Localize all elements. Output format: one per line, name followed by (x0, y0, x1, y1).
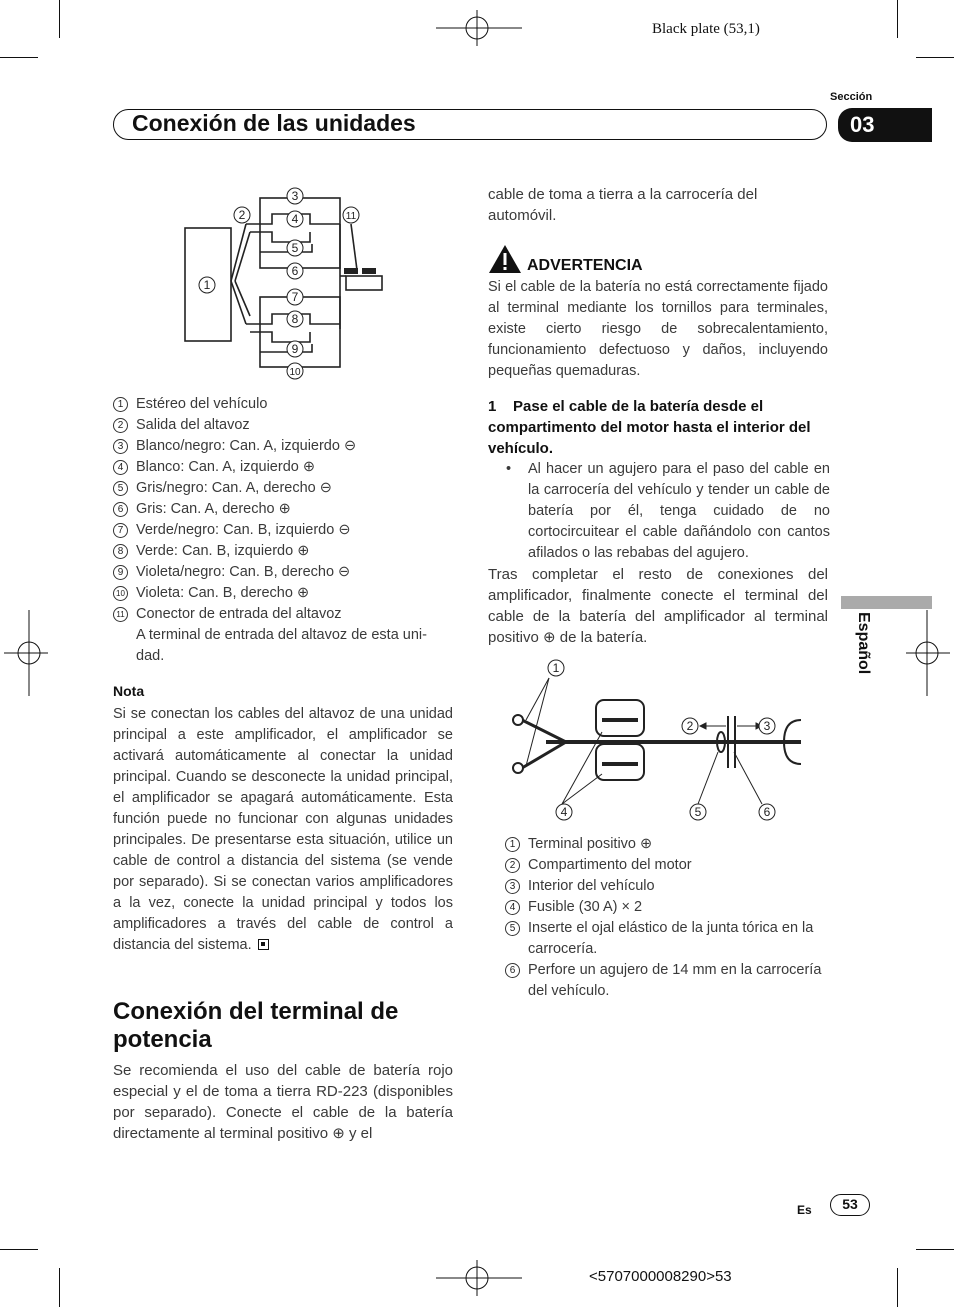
diagram1-label-6: 6 (291, 264, 299, 278)
after-text: Tras completar el resto de conexiones del amplificador, finalmente conecte el terminal del cable de la batería del amplificador al terminal positivo ⊕ de la batería. (488, 566, 828, 646)
diagram1-label-7: 7 (291, 290, 299, 304)
step-1 (488, 396, 830, 459)
language-tab (841, 596, 932, 609)
section-heading: Conexión del terminal de potencia (113, 998, 399, 1053)
diagram2-label-2: 2 (686, 719, 694, 733)
note-text: Si se conectan los cables del altavoz de una unidad principal a este amplificador, el amplificador se activará automáticamente al conectar la unidad principal. Cuando se desconecte la unidad principal, el amplificador se apagará automáticamente. Esta función puede no funcionar con algunas unidades principales. De presentarse esta situación, utilice un cable de control a distancia del sistema (se vende por separado). Si se conectan varios amplificadores a la vez, conecte la unidad principal y todos los amplificadores a través del cable de control a distancia del sistema. (113, 706, 453, 953)
speaker-legend (113, 394, 453, 667)
list-item: 5 Gris/negro: Can. A, derecho ⊖ (113, 478, 453, 499)
bullet-icon: • (506, 461, 512, 477)
diagram2-label-6: 6 (763, 805, 771, 819)
step-text: Pase el cable de la batería desde el compartimento del motor hasta el interior del vehículo. (488, 398, 811, 457)
list-item: 2 Compartimento del motor (505, 855, 830, 876)
warning-title: ADVERTENCIA (527, 257, 643, 274)
list-item: 2 Salida del altavoz (113, 415, 453, 436)
diagram2-label-4: 4 (560, 805, 568, 819)
continuation-text: cable de toma a tierra a la carrocería del automóvil. (488, 186, 758, 224)
section-label: Sección (830, 91, 873, 103)
diagram1-label-4: 4 (291, 212, 299, 226)
diagram1-label-2: 2 (238, 208, 246, 222)
legend-11-subtext: A terminal de entrada del altavoz de esta uni-dad. (136, 627, 427, 664)
warning-text: Si el cable de la batería no está correctamente fijado al terminal mediante los tornillos para terminales, existe cierto riesgo de sobrecalentamiento, funcionamiento defectuoso y daños, incluyendo pequeñas quemaduras. (488, 279, 828, 379)
crosshair-right-icon (906, 610, 950, 696)
list-item: 11 Conector de entrada del altavoz A terminal de entrada del altavoz de esta uni-dad. (113, 604, 453, 667)
list-item: 8 Verde: Can. B, izquierdo ⊕ (113, 541, 453, 562)
list-item: 6 Gris: Can. A, derecho ⊕ (113, 499, 453, 520)
bullet-item: • Al hacer un agujero para el paso del cable en la carrocería del vehículo y tender un cable de batería por él, tenga cuidado de no cortocircuitear el cable dañándolo con cantos afilados o las rebabas del agujero. (506, 461, 830, 561)
plate-label: Black plate (53,1) (652, 21, 760, 37)
battery-cable-diagram (506, 656, 816, 826)
page-number: 53 (830, 1194, 870, 1216)
diagram1-label-5: 5 (291, 241, 299, 255)
list-item: 10 Violeta: Can. B, derecho ⊕ (113, 583, 453, 604)
section-number-badge: 03 (838, 108, 932, 142)
list-item: 7 Verde/negro: Can. B, izquierdo ⊖ (113, 520, 453, 541)
note-title: Nota (113, 683, 145, 699)
diagram2-label-3: 3 (763, 719, 771, 733)
list-item: 3 Interior del vehículo (505, 876, 830, 897)
end-mark-icon (258, 939, 269, 950)
crosshair-top-icon (436, 10, 522, 46)
language-label: Español (855, 612, 872, 675)
diagram1-label-1: 1 (203, 278, 211, 292)
diagram2-label-1: 1 (552, 661, 560, 675)
list-item: 4 Fusible (30 A) × 2 (505, 897, 830, 918)
diagram1-label-10: 10 (289, 367, 301, 378)
document-code: <5707000008290>53 (589, 1268, 732, 1285)
diagram1-label-3: 3 (291, 189, 299, 203)
list-item: 1 Terminal positivo ⊕ (505, 834, 830, 855)
list-item: 1 Estéreo del vehículo (113, 394, 453, 415)
step-number: 1 (488, 398, 497, 415)
list-item: 4 Blanco: Can. A, izquierdo ⊕ (113, 457, 453, 478)
speaker-wiring-diagram (180, 184, 400, 384)
list-item: 5 Inserte el ojal elástico de la junta tórica en la carrocería. (505, 918, 830, 960)
language-code: Es (797, 1203, 812, 1217)
section-text: Se recomienda el uso del cable de batería rojo especial y el de toma a tierra RD-223 (disponibles por separado). Conecte el cable de la batería directamente al terminal positivo ⊕ y el (113, 1062, 453, 1142)
warning-triangle-icon (488, 244, 522, 274)
list-item: 3 Blanco/negro: Can. A, izquierdo ⊖ (113, 436, 453, 457)
list-item: 6 Perfore un agujero de 14 mm en la carrocería del vehículo. (505, 960, 830, 1002)
crosshair-left-icon (4, 610, 48, 696)
diagram2-label-5: 5 (694, 805, 702, 819)
crosshair-bottom-icon (436, 1260, 522, 1296)
diagram1-label-9: 9 (291, 342, 299, 356)
battery-legend (505, 834, 830, 1002)
diagram1-label-8: 8 (291, 312, 299, 326)
diagram1-label-11: 11 (345, 211, 357, 222)
page-title: Conexión de las unidades (132, 110, 416, 136)
list-item: 9 Violeta/negro: Can. B, derecho ⊖ (113, 562, 453, 583)
